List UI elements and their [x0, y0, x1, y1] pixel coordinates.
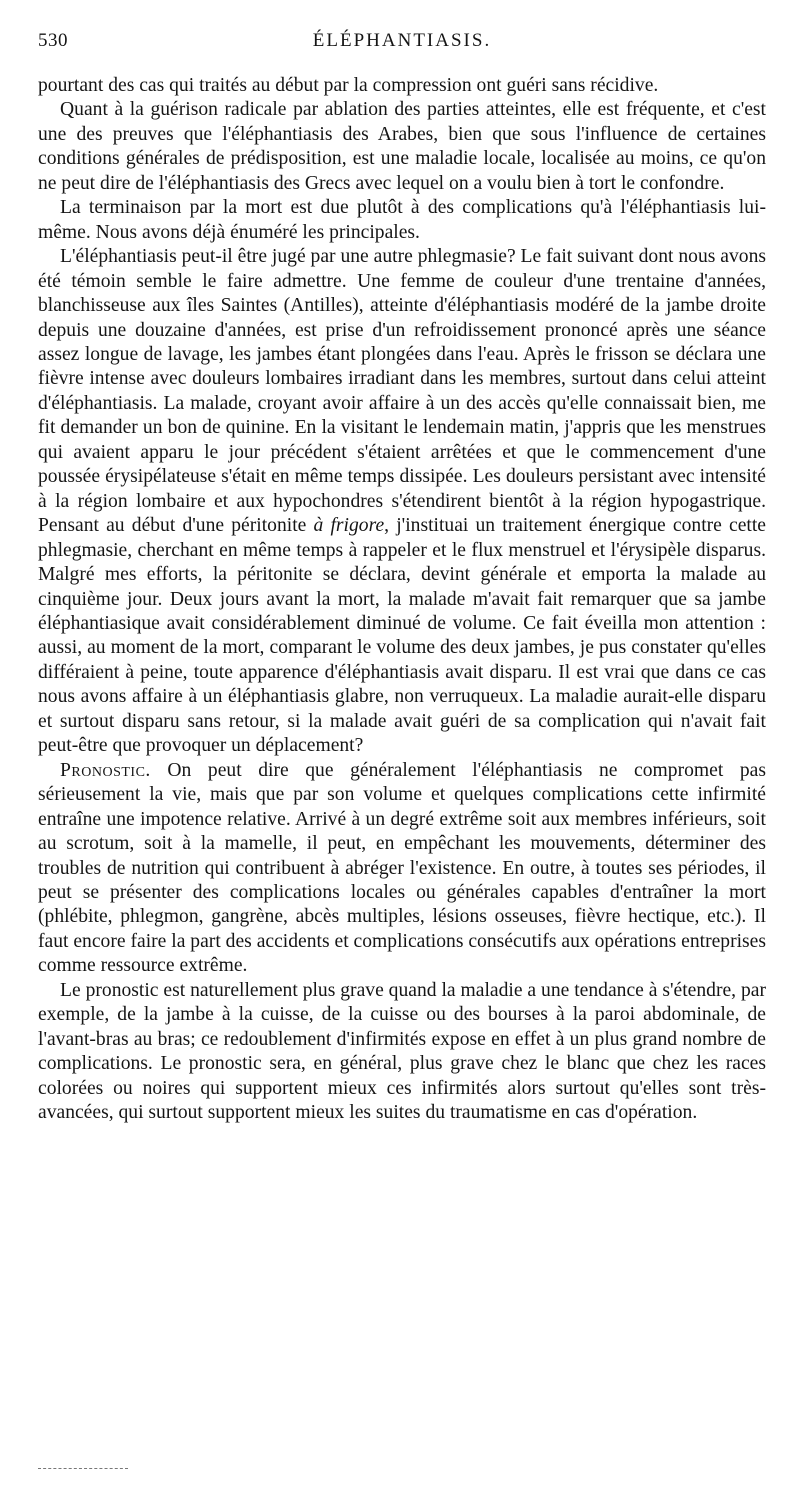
body-text	[38, 74, 766, 1125]
case-report-text-end: , j'instituai un traitement énergique contre cette phlegmasie, cherchant en même temps à rappeler et le flux menstruel et l'érysipèle disparus. Malgré mes efforts, la péritonite se déclara, devint générale et emporta la malade au cinquième jour. Deux jours avant la mort, la malade m'avait fait remarquer que sa jambe éléphantiasique avait considérablement diminué de volume. Ce fait éveilla mon attention : aussi, au moment de la mort, comparant le volume des deux jambes, je pus constater qu'elles différaient à peine, toute apparence d'éléphantiasis avait disparu. Il est vrai que dans ce cas nous avons affaire à un éléphantiasis glabre, non verruqueux. La maladie aurait-elle disparu et surtout disparu sans retour, si la malade avait guéri de sa complication qui n'avait fait peut-être que provoquer un déplacement?	[38, 515, 767, 757]
paragraph-radical-cure: Quant à la guérison radicale par ablation des parties atteintes, elle est fréquente, et c'est une des preuves que l'éléphantiasis des Arabes, bien que sous l'influence de certaines conditions générales de prédisposition, est une maladie locale, localisée au moins, ce qu'on ne peut dire de l'éléphantiasis des Grecs avec lequel on a voulu bien à tort le confondre.	[38, 99, 766, 194]
running-head	[38, 30, 766, 56]
prognosis-text: On peut dire que généralement l'éléphantiasis ne compromet pas sérieusement la vie, mais que par son volume et quelques complications cette infirmité entraîne une impotence relative. Arrivé à un degré extrême soit aux membres inférieurs, soit au scrotum, soit à la mamelle, il peut, en empêchant les mouvements, déterminer des troubles de nutrition qui contribuent à abréger l'existence. En outre, à toutes ses périodes, il peut se présenter des complications locales ou générales capables d'entraîner la mort (phlébite, phlegmon, gangrène, abcès multiples, lésions osseuses, fièvre hectique, etc.). Il faut encore faire la part des accidents et complications consécutifs aux opérations entreprises comme ressource extrême.	[38, 759, 766, 977]
paragraph-prognosis-severity: Le pronostic est naturellement plus grave quand la maladie a une tendance à s'étendre, par exemple, de la jambe à la cuisse, de la cuisse ou des bourses à la paroi abdominale, de l'avant-bras au bras; ce redoublement d'infirmités expose en effet à un plus grand nombre de complications. Le pronostic sera, en général, plus grave chez le blanc que chez les races colorées ou noires qui supportent mieux ces infirmités alors surtout qu'elles sont très-avancées, qui surtout supportent mieux les suites du traumatisme en cas d'opération.	[38, 979, 766, 1124]
paragraph-prognosis	[38, 759, 766, 979]
case-report-italic-term: à frigore	[313, 515, 385, 537]
paragraph-case-report	[38, 245, 766, 759]
case-report-text-start: L'éléphantiasis peut-il être jugé par une autre phlegmasie? Le fait suivant dont nous avons été témoin semble le faire admettre. Une femme de couleur d'une trentaine d'années, blanchisseuse aux îles Saintes (Antilles), atteinte d'éléphantiasis modéré de la jambe droite depuis une douzaine d'années, est prise d'un refroidissement prononcé après une séance assez longue de lavage, les jambes étant plongées dans l'eau. Après le frisson se déclara une fièvre intense avec douleurs lombaires irradiant dans les membres, surtout dans celui atteint d'éléphantiasis. La malade, croyant avoir affaire à un des accès qu'elle connaissait bien, me fit demander un bon de quinine. En la visitant le lendemain matin, j'appris que les menstrues qui avaient apparu le jour précédent s'étaient arrêtées et que le commencement d'une poussée érysipélateuse s'était en même temps dissipée. Les douleurs persistant avec intensité à la région lombaire et aux hypochondres s'étendirent bientôt à la région hypogastrique. Pensant au début d'une péritonite	[38, 246, 766, 537]
prognosis-heading: Pronostic.	[60, 759, 151, 781]
paragraph-termination: La terminaison par la mort est due plutôt à des complications qu'à l'éléphantiasis lui-même. Nous avons déjà énuméré les principales.	[38, 197, 766, 243]
book-page	[38, 30, 766, 1125]
bottom-rule	[38, 1468, 128, 1469]
running-title: ÉLÉPHANTIASIS.	[312, 30, 492, 51]
page-number: 530	[38, 30, 68, 51]
paragraph-continuation: pourtant des cas qui traités au début par la compression ont guéri sans récidive.	[38, 75, 659, 96]
